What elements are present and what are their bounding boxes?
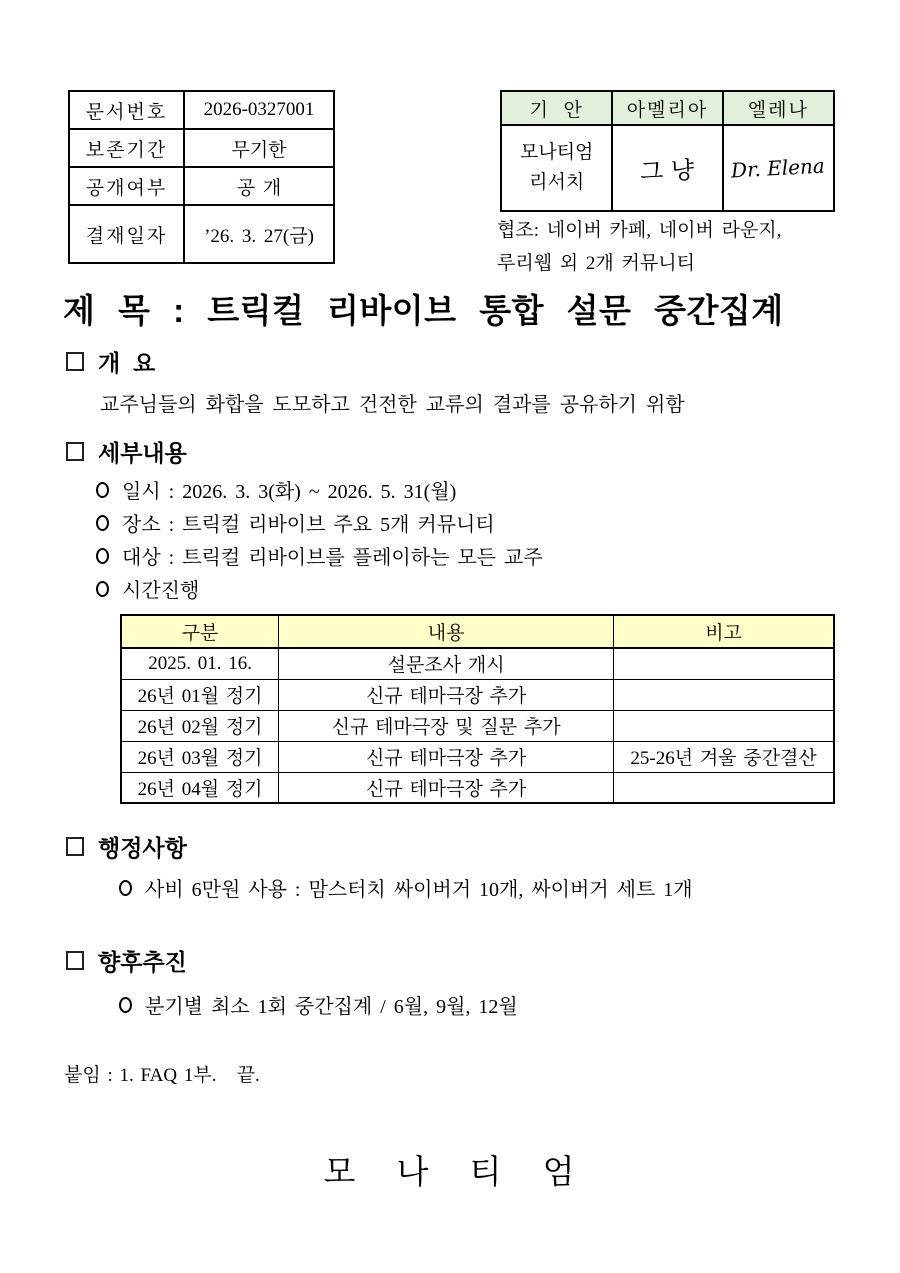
details-list — [96, 473, 543, 605]
disclosure-value: 공 개 — [184, 167, 334, 205]
circle-bullet-icon — [96, 482, 109, 498]
detail-item-target: 대상 : 트릭컬 리바이브를 플레이하는 모든 교주 — [122, 547, 543, 569]
table-row — [501, 91, 834, 125]
admin-item-budget: 사비 6만원 사용 : 맘스터치 싸이버거 10개, 싸이버거 세트 1개 — [145, 879, 693, 901]
section-admin-label: 행정사항 — [98, 835, 187, 861]
square-bullet-icon — [66, 352, 84, 371]
cell-content: 신규 테마극장 추가 — [279, 741, 614, 772]
circle-bullet-icon — [119, 880, 132, 896]
section-future-heading — [66, 944, 187, 977]
detail-item-date: 일시 : 2026. 3. 3(화) ~ 2026. 5. 31(월) — [122, 481, 457, 503]
cooperation-line2: 루리웹 외 2개 커뮤니티 — [497, 253, 695, 274]
list-item — [96, 506, 543, 539]
detail-item-timeline: 시간진행 — [122, 580, 200, 602]
col-header-category: 구분 — [121, 615, 279, 648]
section-overview-label: 개 요 — [98, 350, 156, 376]
cell-category: 26년 02월 정기 — [121, 710, 279, 741]
table-row — [121, 741, 834, 772]
doc-number-label: 문서번호 — [69, 91, 184, 129]
cell-note — [614, 679, 834, 710]
approval-date-value: ’26. 3. 27(금) — [184, 205, 334, 263]
square-bullet-icon — [66, 837, 84, 856]
cell-content: 신규 테마극장 추가 — [279, 772, 614, 803]
table-row — [121, 648, 834, 679]
doc-info-table — [68, 90, 335, 264]
overview-body-text: 교주님들의 화합을 도모하고 건전한 교류의 결과를 공유하기 위함 — [100, 394, 685, 416]
retention-value: 무기한 — [184, 129, 334, 167]
list-item — [96, 572, 543, 605]
section-details-heading — [66, 435, 187, 468]
signature-amelia: 그 냥 — [640, 155, 696, 186]
col-header-content: 내용 — [279, 615, 614, 648]
cell-note: 25-26년 겨울 중간결산 — [614, 741, 834, 772]
table-row — [501, 125, 834, 211]
list-item — [96, 539, 543, 572]
draft-header: 기 안 — [501, 91, 612, 125]
drafter-line1: 모나티엄 — [520, 142, 594, 163]
circle-bullet-icon — [96, 548, 109, 564]
table-row — [121, 710, 834, 741]
organization-name: 모 나 티 엄 — [323, 1153, 577, 1190]
list-item — [96, 473, 543, 506]
table-header-row — [121, 615, 834, 648]
cell-content: 신규 테마극장 추가 — [279, 679, 614, 710]
page-title: 제 목 : 트릭컬 리바이브 통합 설문 중간집계 — [63, 292, 784, 329]
future-list — [119, 988, 518, 1021]
cell-note — [614, 772, 834, 803]
square-bullet-icon — [66, 442, 84, 461]
section-future-label: 향후추진 — [98, 949, 187, 975]
drafter-line2: 리서치 — [529, 172, 585, 193]
cell-note — [614, 710, 834, 741]
retention-label: 보존기간 — [69, 129, 184, 167]
table-row — [69, 91, 334, 129]
cell-category: 26년 03월 정기 — [121, 741, 279, 772]
approver-amelia-header: 아멜리아 — [612, 91, 722, 125]
circle-bullet-icon — [96, 515, 109, 531]
circle-bullet-icon — [119, 997, 132, 1013]
col-header-note: 비고 — [614, 615, 834, 648]
section-overview-heading — [66, 345, 155, 378]
table-row — [69, 167, 334, 205]
cell-category: 26년 04월 정기 — [121, 772, 279, 803]
approval-date-label: 결재일자 — [69, 205, 184, 263]
table-row — [121, 679, 834, 710]
cell-note — [614, 648, 834, 679]
disclosure-label: 공개여부 — [69, 167, 184, 205]
signature-elena-cell — [723, 125, 834, 211]
list-item — [119, 988, 518, 1021]
approval-table — [500, 90, 835, 212]
drafter-cell — [501, 125, 612, 211]
signature-amelia-cell — [612, 125, 722, 211]
table-row — [121, 772, 834, 803]
schedule-table — [120, 614, 835, 804]
signature-elena: Dr. Elena — [730, 153, 826, 182]
cell-content: 신규 테마극장 및 질문 추가 — [279, 710, 614, 741]
cell-category: 26년 01월 정기 — [121, 679, 279, 710]
table-row — [69, 205, 334, 263]
doc-number-value: 2026-0327001 — [184, 91, 334, 129]
section-details-label: 세부내용 — [98, 440, 187, 466]
cell-content: 설문조사 개시 — [279, 648, 614, 679]
future-item-plan: 분기별 최소 1회 중간집계 / 6월, 9월, 12월 — [145, 996, 518, 1018]
cell-category: 2025. 01. 16. — [121, 648, 279, 679]
attachment-note: 붙임 : 1. FAQ 1부. 끝. — [64, 1065, 260, 1086]
table-row — [69, 129, 334, 167]
cooperation-line1: 협조: 네이버 카페, 네이버 라운지, — [497, 220, 782, 241]
circle-bullet-icon — [96, 581, 109, 597]
section-admin-heading — [66, 830, 187, 863]
admin-list — [119, 871, 693, 904]
square-bullet-icon — [66, 951, 84, 970]
detail-item-place: 장소 : 트릭컬 리바이브 주요 5개 커뮤니티 — [122, 514, 495, 536]
approver-elena-header: 엘레나 — [723, 91, 834, 125]
cooperation-note — [497, 214, 857, 280]
list-item — [119, 871, 693, 904]
